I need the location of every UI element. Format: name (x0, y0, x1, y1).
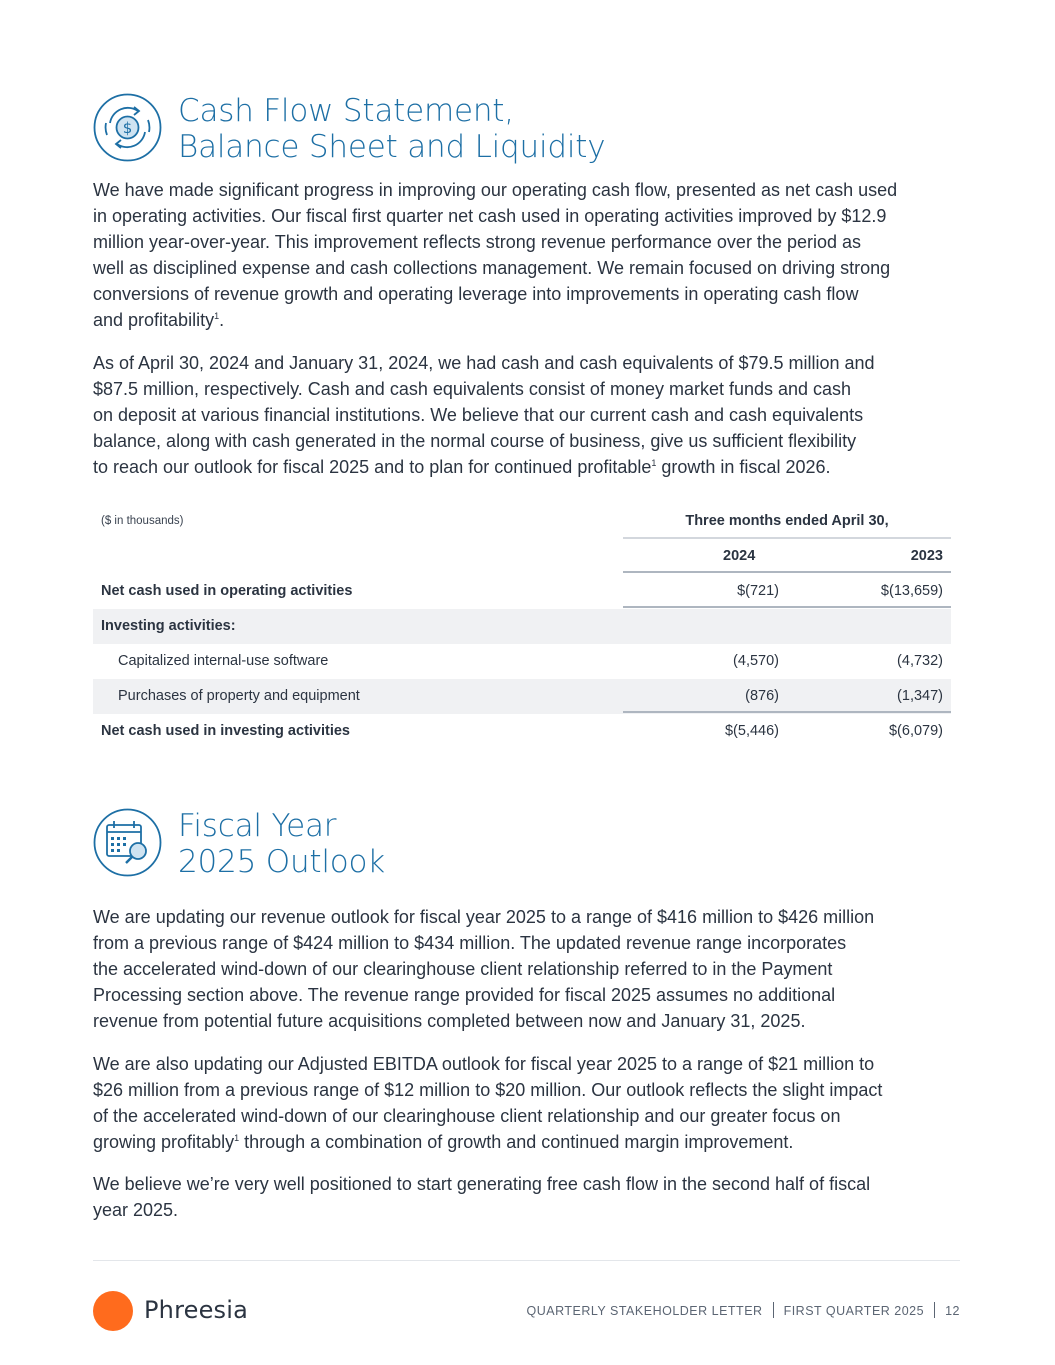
value-2024: (4,570) (733, 653, 779, 669)
section-title-line: Fiscal Year (178, 808, 337, 844)
text-line: Processing section above. The revenue range provided for fiscal 2025 assumes no additional (93, 985, 836, 1005)
row-divider (623, 606, 951, 608)
period-header: Three months ended April 30, (685, 513, 889, 529)
units-label: ($ in thousands) (101, 515, 184, 527)
footnote-mark: 1 (651, 458, 657, 468)
paragraph-revenue-outlook (93, 904, 963, 1034)
row-label: Purchases of property and equipment (118, 688, 360, 704)
row-label: Net cash used in operating activities (101, 583, 353, 599)
cash-flow-table (93, 504, 951, 749)
text-line: We are updating our revenue outlook for fiscal year 2025 to a range of $416 million to $426 million (93, 907, 875, 927)
text-fragment: to reach our outlook for fiscal 2025 and to plan for continued profitable (93, 457, 652, 477)
text-fragment: and profitability (93, 310, 215, 330)
text-line: As of April 30, 2024 and January 31, 2024, we had cash and cash equivalents of $79.5 million and (93, 353, 875, 373)
section-title-line: Balance Sheet and Liquidity (178, 129, 606, 165)
year-header-2023: 2023 (910, 548, 943, 564)
footer-period: FIRST QUARTER 2025 (783, 1304, 925, 1318)
row-label: Capitalized internal-use software (118, 653, 329, 669)
text-line: the accelerated wind-down of our clearinghouse client relationship referred to in the Payment (93, 959, 833, 979)
text-line (93, 1129, 963, 1155)
text-line: balance, along with cash generated in the normal course of business, give us sufficient flexibility (93, 431, 857, 451)
section-title (178, 93, 605, 165)
section-heading-cash-flow (93, 93, 605, 165)
footer-separator (934, 1302, 935, 1318)
text-line: We have made significant progress in improving our operating cash flow, presented as net cash used (93, 180, 898, 200)
value-2023: (1,347) (897, 688, 943, 704)
calendar-search-icon (93, 808, 162, 877)
text-line: on deposit at various financial institutions. We believe that our current cash and cash equivalents (93, 405, 864, 425)
value-2023: $(6,079) (888, 723, 943, 739)
text-line: conversions of revenue growth and operating leverage into improvements in operating cash flow (93, 284, 859, 304)
table-year-row (93, 539, 951, 574)
paragraph-ebitda-outlook (93, 1051, 963, 1155)
text-fragment: . (219, 310, 225, 330)
paragraph-operating-cash-flow (93, 177, 963, 333)
page-number: 12 (945, 1304, 960, 1318)
brand-logo-text: Phreesia (144, 1296, 249, 1324)
value-2023: $(13,659) (880, 583, 943, 599)
section-title-line: 2025 Outlook (178, 844, 386, 880)
text-line: $26 million from a previous range of $12 million to $20 million. Our outlook reflects the slight impact (93, 1080, 883, 1100)
section-heading-outlook (93, 808, 385, 880)
text-line: revenue from potential future acquisitions completed between now and January 31, 2025. (93, 1011, 806, 1031)
text-line (93, 454, 963, 480)
paragraph-free-cash-flow (93, 1171, 963, 1223)
paragraph-cash-equivalents (93, 350, 963, 480)
table-row (93, 679, 951, 714)
text-line: year 2025. (93, 1200, 179, 1220)
year-header-2024: 2024 (723, 548, 756, 564)
cash-flow-dollar-icon (93, 93, 162, 162)
value-2023: (4,732) (897, 653, 943, 669)
footer-doc-name: QUARTERLY STAKEHOLDER LETTER (526, 1304, 763, 1318)
row-divider (623, 711, 951, 713)
text-fragment: through a combination of growth and continued margin improvement. (239, 1132, 794, 1152)
year-divider (623, 571, 951, 573)
text-line (93, 307, 963, 333)
footer-info (527, 1302, 960, 1320)
footnote-mark: 1 (214, 311, 220, 321)
text-line: We are also updating our Adjusted EBITDA outlook for fiscal year 2025 to a range of $21 million to (93, 1054, 875, 1074)
table-header-row (93, 504, 951, 539)
text-line: We believe we’re very well positioned to start generating free cash flow in the second half of fiscal (93, 1174, 871, 1194)
text-line: million year-over-year. This improvement reflects strong revenue performance over the period as (93, 232, 862, 252)
footnote-mark: 1 (234, 1133, 240, 1143)
footer-separator (773, 1302, 774, 1318)
value-2024: $(5,446) (724, 723, 779, 739)
table-row (93, 574, 951, 609)
text-line: from a previous range of $424 million to $434 million. The updated revenue range incorporates (93, 933, 847, 953)
footer-divider (93, 1260, 960, 1261)
value-2024: (876) (745, 688, 779, 704)
row-label: Investing activities: (101, 618, 236, 634)
table-row (93, 714, 951, 749)
phreesia-logo-dot-icon (93, 1291, 133, 1331)
text-line: in operating activities. Our fiscal first quarter net cash used in operating activities improved by $12.9 (93, 206, 887, 226)
table-row (93, 644, 951, 679)
text-line: $87.5 million, respectively. Cash and cash equivalents consist of money market funds and cash (93, 379, 852, 399)
section-title-line: Cash Flow Statement, (178, 93, 514, 129)
text-line: well as disciplined expense and cash collections management. We remain focused on driving strong (93, 258, 891, 278)
svg-text:$: $ (122, 119, 133, 137)
text-line: of the accelerated wind-down of our clearinghouse client relationship and our greater focus on (93, 1106, 841, 1126)
text-fragment: growing profitably (93, 1132, 235, 1152)
table-row (93, 609, 951, 644)
row-label: Net cash used in investing activities (101, 723, 350, 739)
value-2024: $(721) (737, 583, 779, 599)
section-title (178, 808, 385, 880)
text-fragment: growth in fiscal 2026. (656, 457, 831, 477)
